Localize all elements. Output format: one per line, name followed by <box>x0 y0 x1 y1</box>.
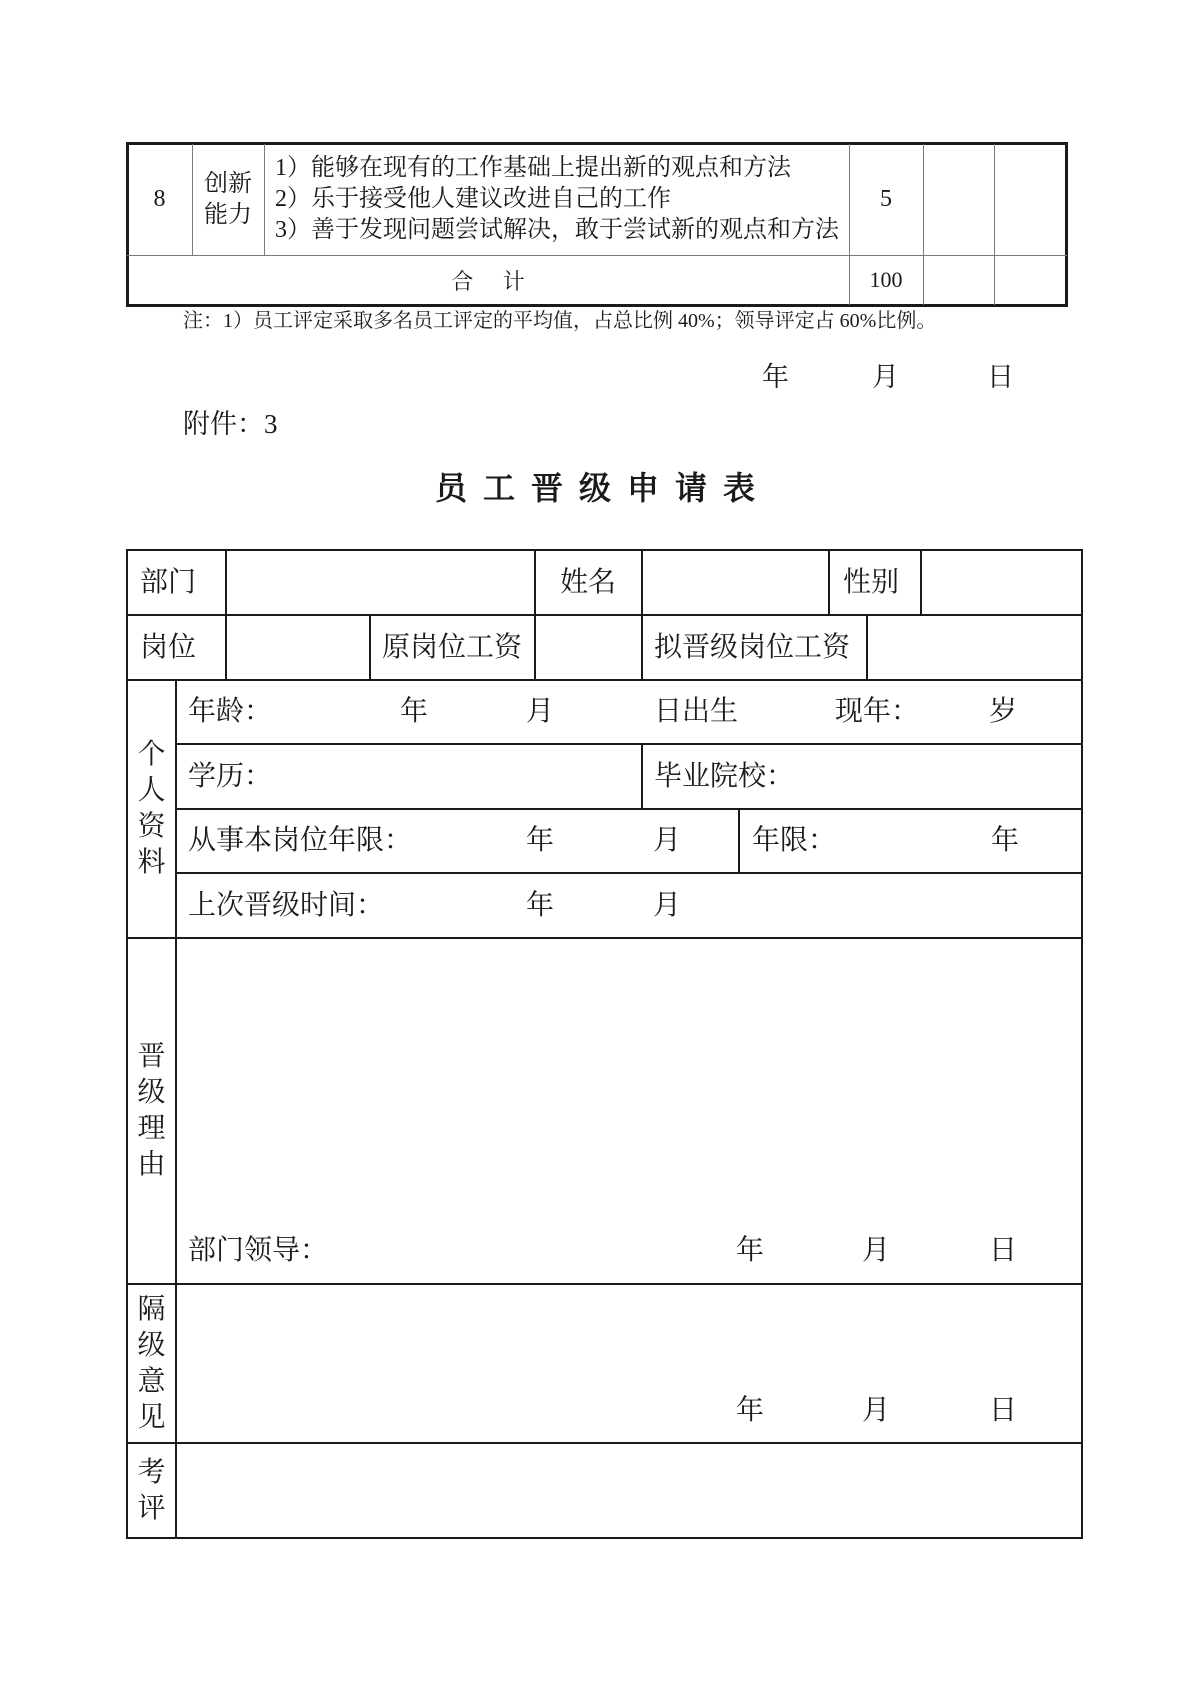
table-note: 注：1）员工评定采取多名员工评定的平均值，占总比例 40%；领导评定占 60%比例。 <box>183 310 937 332</box>
tenure-label: 从事本岗位年限： <box>188 825 413 856</box>
years-label: 年限： <box>752 825 837 856</box>
reason-label-cell <box>127 938 176 1284</box>
birth-month-unit: 月 <box>526 696 555 727</box>
column-divider <box>994 144 995 305</box>
signature-month: 月 <box>872 362 899 392</box>
item-number: 8 <box>153 186 166 212</box>
column-divider <box>866 615 868 680</box>
column-divider <box>369 615 371 680</box>
column-divider <box>828 550 830 615</box>
name-label: 姓名 <box>560 567 617 598</box>
signature-day: 日 <box>987 362 1014 392</box>
total-label: 合 计 <box>451 268 537 294</box>
row-divider <box>126 1283 1083 1285</box>
reason-date-day: 日 <box>989 1235 1018 1266</box>
school-label: 毕业院校： <box>654 761 795 792</box>
skip-level-label-cell <box>127 1284 176 1443</box>
proposed-salary-label: 拟晋级岗位工资 <box>654 632 851 663</box>
years-unit: 年 <box>991 825 1020 856</box>
column-divider <box>641 744 643 809</box>
column-divider <box>738 809 740 873</box>
item-name: 创新能力 <box>204 170 252 228</box>
age-label: 年龄： <box>188 696 273 727</box>
criteria-cell <box>264 144 849 255</box>
signature-year: 年 <box>762 362 789 392</box>
gender-label: 性别 <box>843 567 900 598</box>
row-divider <box>176 743 1083 745</box>
criteria-line: 2）乐于接受他人建议改进自己的工作 <box>275 186 671 212</box>
column-divider <box>534 615 536 680</box>
column-divider <box>534 550 536 615</box>
last-promotion-month-unit: 月 <box>653 890 682 921</box>
item-score: 5 <box>880 186 892 212</box>
skip-level-date-day: 日 <box>989 1395 1018 1426</box>
form-title: 员 工 晋 级 申 请 表 <box>434 470 759 506</box>
tenure-year-unit: 年 <box>526 825 555 856</box>
personal-info-section-label: 个人资料 <box>137 739 166 878</box>
item-name-cell <box>192 144 264 255</box>
last-promotion-label: 上次晋级时间： <box>188 890 385 921</box>
reason-section-label: 晋级理由 <box>137 1041 166 1180</box>
column-divider <box>920 550 922 615</box>
column-divider <box>225 550 227 615</box>
criteria-line: 3）善于发现问题尝试解决，敢于尝试新的观点和方法 <box>275 217 839 243</box>
evaluation-section-label: 考评 <box>137 1456 166 1524</box>
total-score: 100 <box>869 267 903 292</box>
column-divider <box>923 144 924 305</box>
column-divider <box>225 615 227 680</box>
department-label: 部门 <box>140 567 197 598</box>
criteria-line: 1）能够在现有的工作基础上提出新的观点和方法 <box>275 155 791 181</box>
birth-day-unit: 日出生 <box>654 696 739 727</box>
skip-level-date-year: 年 <box>736 1395 765 1426</box>
department-leader-label: 部门领导： <box>188 1235 329 1266</box>
tenure-month-unit: 月 <box>653 825 682 856</box>
original-salary-label: 原岗位工资 <box>382 632 523 663</box>
skip-level-section-label: 隔级意见 <box>137 1293 166 1433</box>
last-promotion-year-unit: 年 <box>526 890 555 921</box>
form-border-right <box>1081 549 1083 1539</box>
attachment-label: 附件：3 <box>183 409 278 439</box>
column-divider <box>641 615 643 680</box>
position-label: 岗位 <box>140 632 197 663</box>
reason-date-month: 月 <box>862 1235 891 1266</box>
form-border-bottom <box>126 1537 1083 1539</box>
education-label: 学历： <box>188 761 273 792</box>
personal-info-label-cell <box>127 680 176 938</box>
row-divider <box>126 1442 1083 1444</box>
table-border-right <box>1065 142 1068 307</box>
birth-year-unit: 年 <box>400 696 429 727</box>
reason-date-year: 年 <box>736 1235 765 1266</box>
evaluation-label-cell <box>127 1443 176 1538</box>
skip-level-date-month: 月 <box>862 1395 891 1426</box>
current-age-label: 现年： <box>835 696 920 727</box>
column-divider <box>641 550 643 615</box>
age-unit: 岁 <box>989 696 1018 727</box>
